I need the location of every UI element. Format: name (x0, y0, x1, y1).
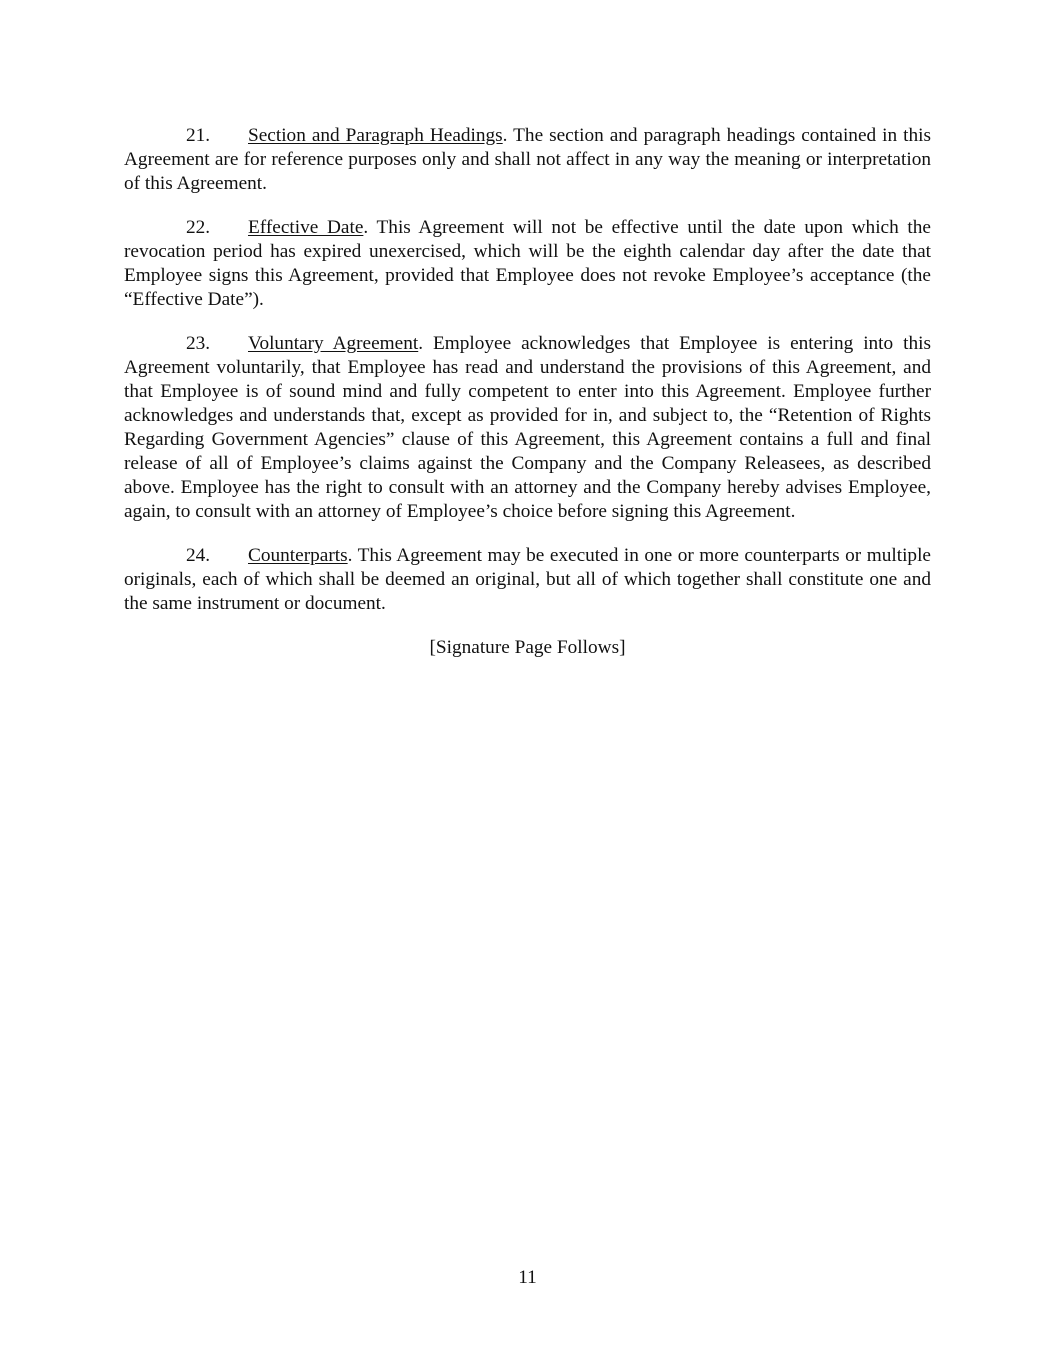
page-number: 11 (518, 1267, 537, 1288)
document-page (124, 124, 931, 679)
section-heading: Effective Date (248, 217, 364, 238)
section-22 (124, 216, 931, 312)
section-heading: Counterparts (248, 545, 348, 566)
section-heading: Voluntary Agreement (248, 333, 419, 354)
signature-page-note: [Signature Page Follows] (429, 637, 626, 658)
section-number: 23. (186, 333, 211, 354)
section-body: . The section and paragraph headings contained in this Agreement are for reference purposes only and shall not affect in any way the meaning or interpretation of this Agreement. (124, 125, 932, 194)
section-body: . This Agreement will not be effective until the date upon which the revocation period has expired unexercised, which will be the eighth calendar day after the date that Employee signs this Agreement, provided that Employee does not revoke Employee’s acceptance (the “Effective Date”). (124, 217, 931, 310)
section-24 (124, 544, 931, 616)
section-number: 22. (186, 217, 211, 238)
section-number: 24. (186, 545, 211, 566)
section-number: 21. (186, 125, 211, 146)
section-23 (124, 332, 931, 524)
section-21 (124, 124, 931, 196)
section-body: . Employee acknowledges that Employee is entering into this Agreement voluntarily, that Employee has read and understand the provisions of this Agreement, and that Employee is of sound mind and fully competent to enter into this Agreement. Employee further acknowledges and understands that, except as provided for in, and subject to, the “Retention of Rights Regarding Government Agencies” clause of this Agreement, this Agreement contains a full and final release of all of Employee’s claims against the Company and the Company Releasees, as described above. Employee has the right to consult with an attorney and the Company hereby advises Employee, again, to consult with an attorney of Employee’s choice before signing this Agreement. (124, 333, 931, 522)
section-body: . This Agreement may be executed in one or more counterparts or multiple originals, each of which shall be deemed an original, but all of which together shall constitute one and the same instrument or document. (124, 545, 931, 614)
section-heading: Section and Paragraph Headings (248, 125, 503, 146)
